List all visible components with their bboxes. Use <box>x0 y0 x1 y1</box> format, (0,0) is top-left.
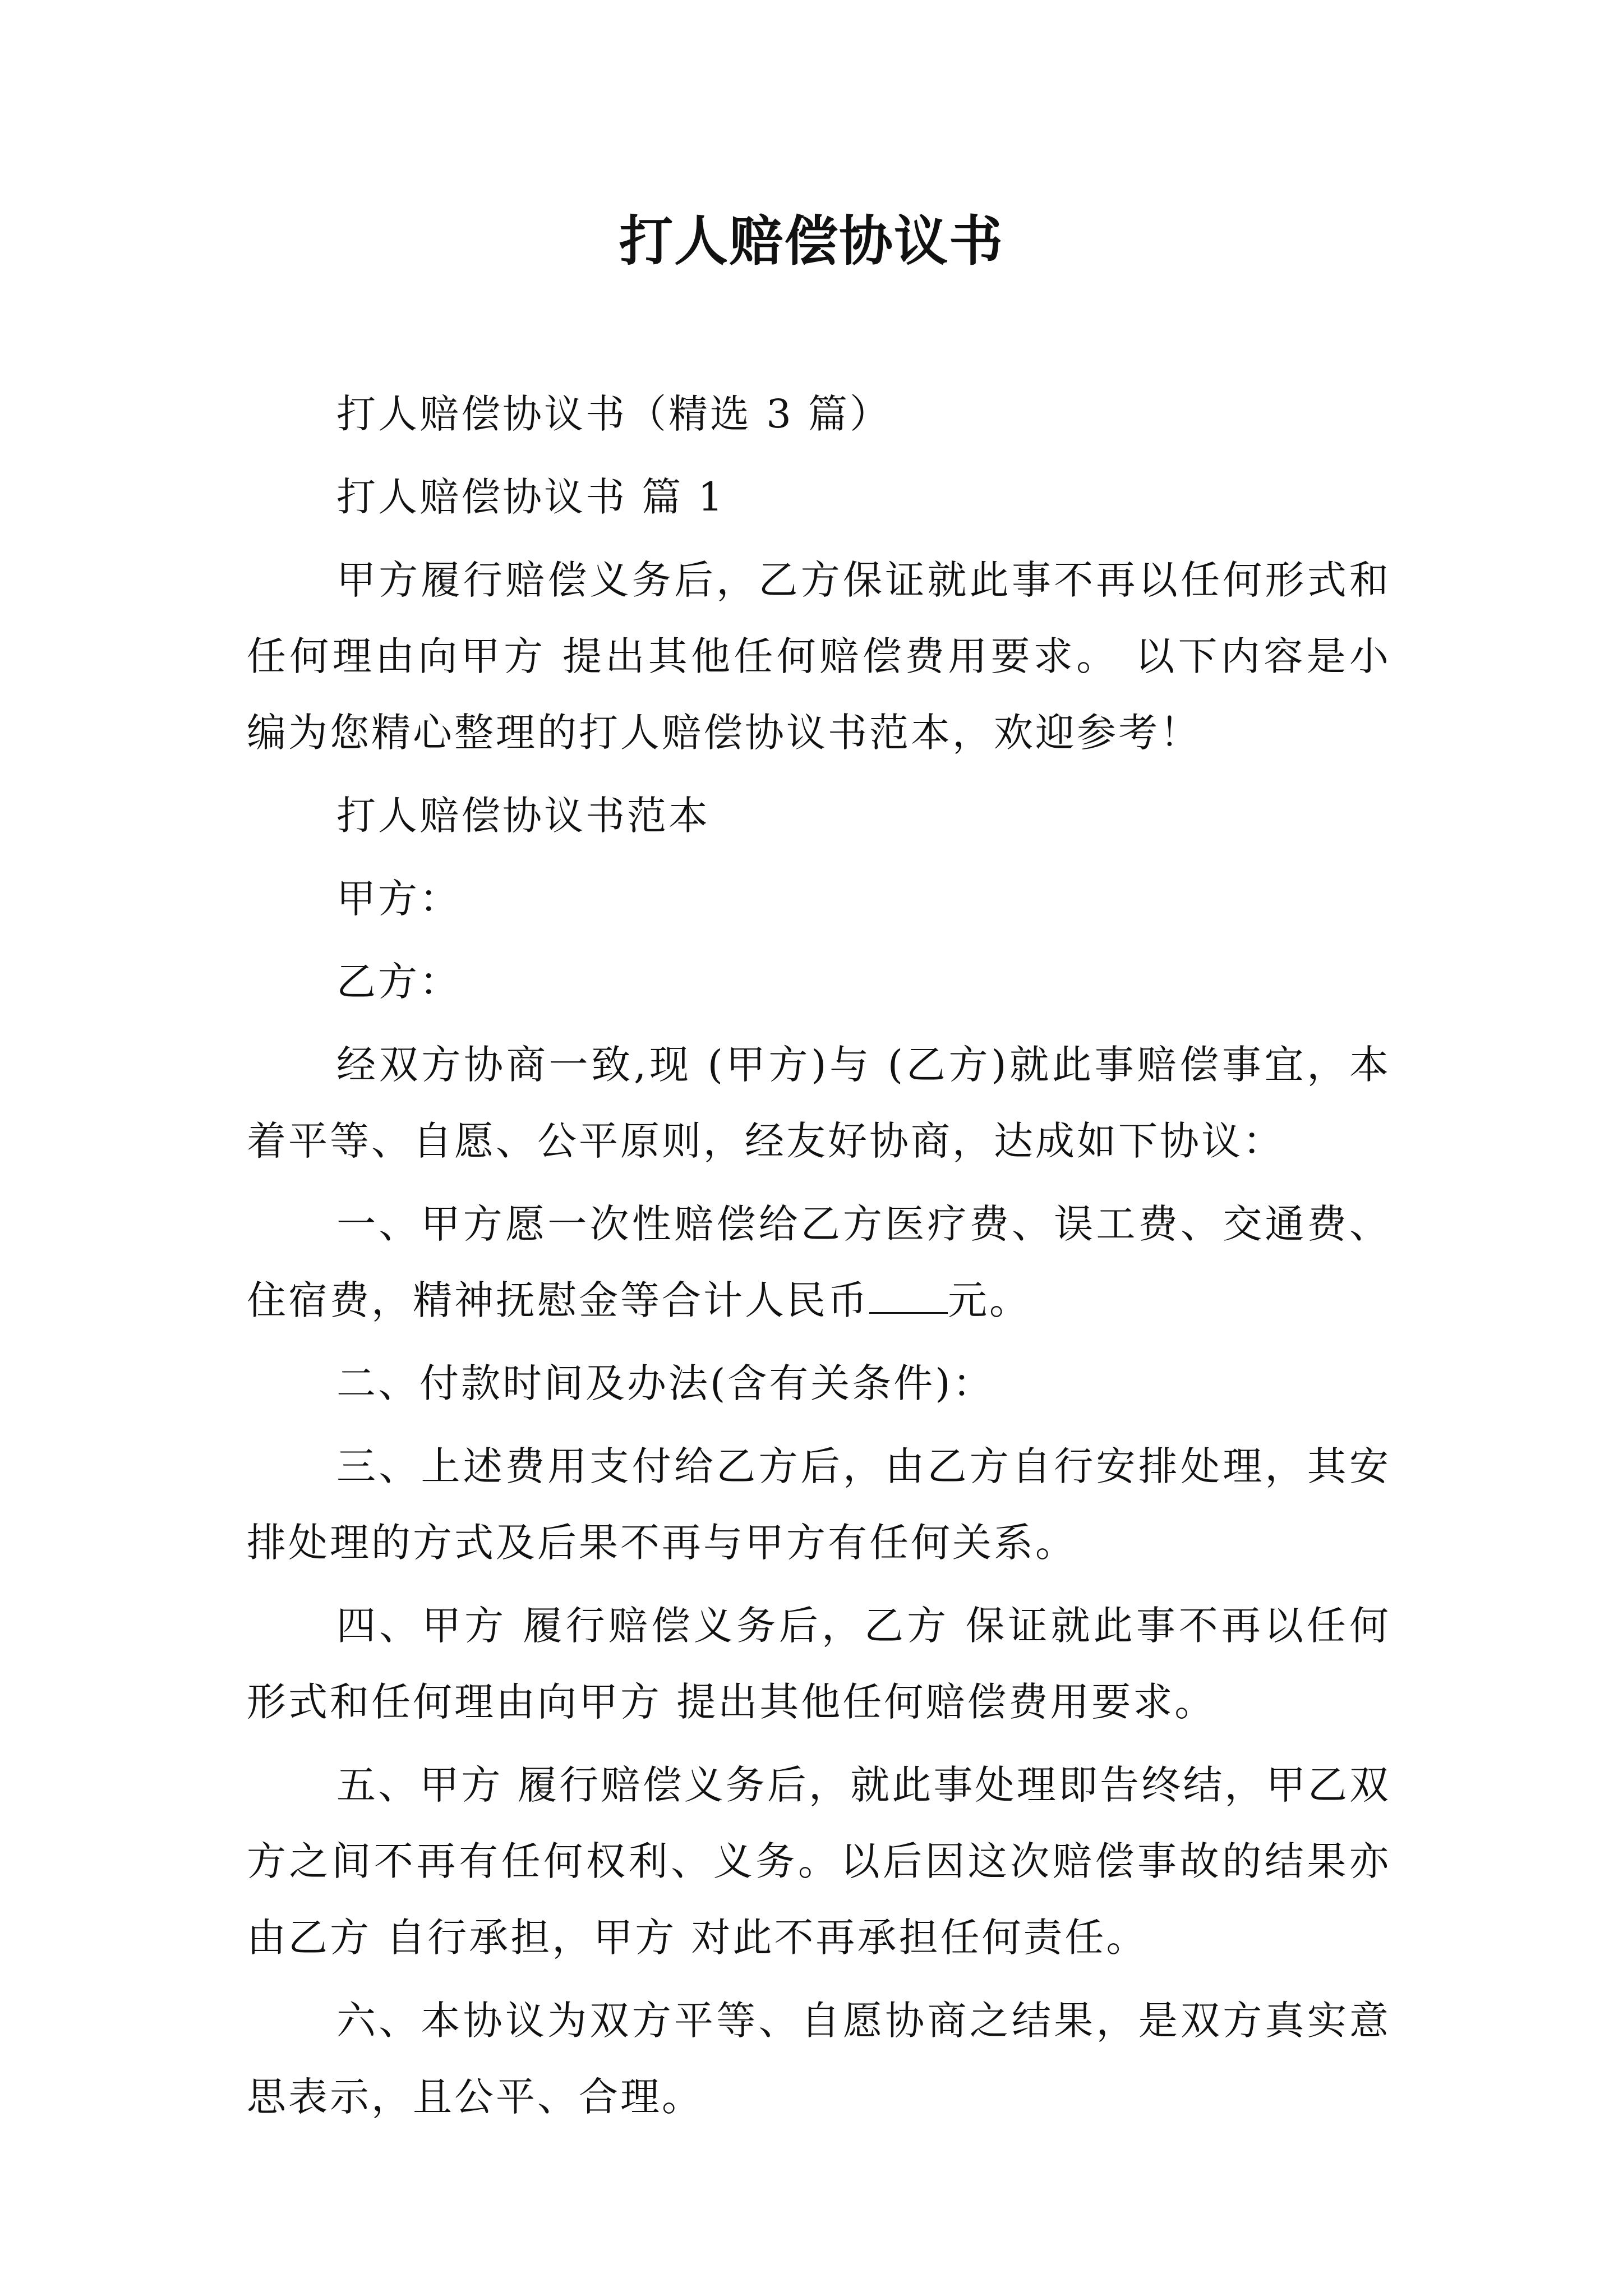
party-a-label: 甲方： <box>336 876 461 922</box>
intro-paragraph: 甲方履行赔偿义务后，乙方保证就此事不再以任何形式和任何理由向甲方 提出其他任何赔偿费用要求。 以下内容是小编为您精心整理的打人赔偿协议书范本，欢迎参考！ <box>247 557 1391 756</box>
amount-blank-line <box>869 1281 948 1314</box>
section-heading: 打人赔偿协议书 篇 1 <box>336 474 726 520</box>
template-heading: 打人赔偿协议书范本 <box>336 793 710 839</box>
clause-five: 五、甲方 履行赔偿义务后，就此事处理即告终结，甲乙双方之间不再有任何权利、义务。以后因这次赔偿事故的结果亦由乙方 自行承担，甲方 对此不再承担任何责任。 <box>247 1762 1391 1961</box>
clause-one-suffix: 元。 <box>948 1277 1031 1323</box>
subtitle-selection: 打人赔偿协议书（精选 3 篇） <box>336 391 892 437</box>
agreement-preamble: 经双方协商一致,现 (甲方)与 (乙方)就此事赔偿事宜，本着平等、自愿、公平原则，经友好协商，达成如下协议： <box>247 1042 1391 1164</box>
party-b-label: 乙方： <box>336 959 461 1005</box>
clause-one-text: 一、甲方愿一次性赔偿给乙方医疗费、误工费、交通费、住宿费，精神抚慰金等合计人民币 <box>247 1201 1391 1323</box>
clause-three: 三、上述费用支付给乙方后，由乙方自行安排处理，其安排处理的方式及后果不再与甲方有任何关系。 <box>247 1443 1391 1566</box>
document-body <box>247 376 1391 2142</box>
clause-one <box>247 1186 1391 1338</box>
document-title: 打人赔偿协议书 <box>619 209 1004 273</box>
clause-four: 四、甲方 履行赔偿义务后，乙方 保证就此事不再以任何形式和任何理由向甲方 提出其他任何赔偿费用要求。 <box>247 1603 1391 1725</box>
clause-two: 二、付款时间及办法(含有关条件)： <box>336 1360 994 1406</box>
clause-six: 六、本协议为双方平等、自愿协商之结果，是双方真实意思表示，且公平、合理。 <box>247 1998 1391 2120</box>
